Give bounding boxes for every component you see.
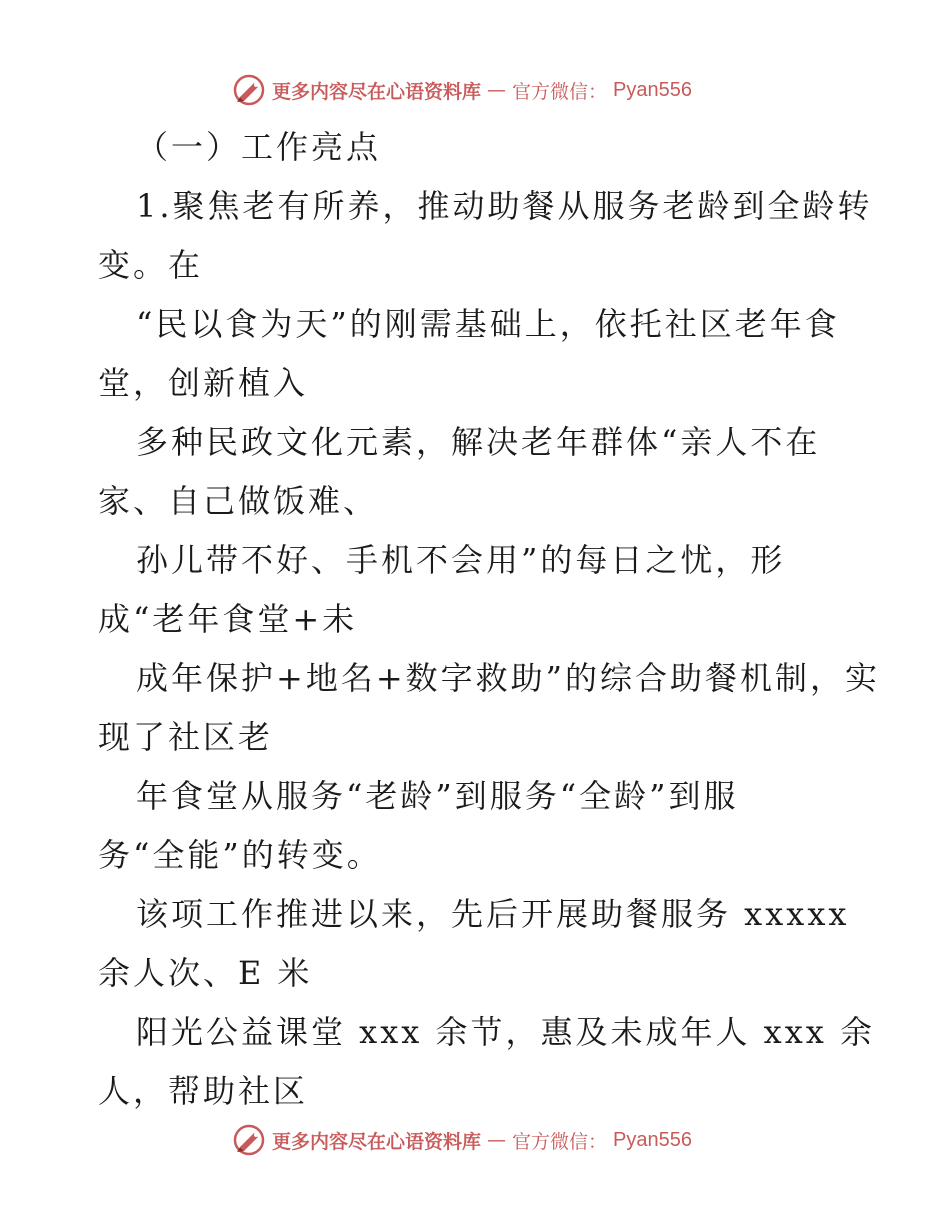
watermark-dash: — — [487, 79, 507, 101]
watermark-wechat-label: 官方微信： — [512, 1130, 608, 1153]
paragraph-line: 该项工作推进以来，先后开展助餐服务 xxxxx — [136, 895, 850, 933]
paragraph-line: 年食堂从服务“老龄”到服务“全龄”到服 — [136, 777, 739, 815]
watermark-text: 更多内容尽在心语资料库 — [272, 80, 482, 103]
paragraph-line: 成“老年食堂+未 — [98, 600, 358, 638]
watermark-text: 更多内容尽在心语资料库 — [272, 1130, 482, 1153]
paragraph-line: 阳光公益课堂 xxx 余节，惠及未成年人 xxx 余 — [136, 1013, 875, 1051]
watermark-wechat-id: Pyan556 — [613, 1128, 692, 1151]
pen-logo-icon — [232, 1123, 266, 1157]
paragraph-line: 人，帮助社区 — [98, 1072, 309, 1110]
header-watermark — [232, 70, 692, 110]
watermark-wechat-id: Pyan556 — [613, 78, 692, 101]
section-heading: （一）工作亮点 — [136, 128, 382, 166]
watermark-wechat-label: 官方微信： — [512, 80, 608, 103]
paragraph-line: 孙儿带不好、手机不会用”的每日之忧，形 — [136, 541, 786, 579]
paragraph-line: 余人次、E 米 — [98, 954, 313, 992]
paragraph-line: 多种民政文化元素，解决老年群体“亲人不在 — [136, 423, 821, 461]
watermark-dash: — — [487, 1129, 507, 1151]
pen-logo-icon — [232, 73, 266, 107]
paragraph-line: 现了社区老 — [98, 718, 274, 756]
paragraph-line: 务“全能”的转变。 — [98, 836, 382, 874]
paragraph-line: 变。在 — [98, 246, 204, 284]
paragraph-line: “民以食为天”的刚需基础上，依托社区老年食 — [136, 305, 840, 343]
paragraph-line: 堂，创新植入 — [98, 364, 309, 402]
document-body — [98, 118, 880, 1121]
footer-watermark — [232, 1120, 692, 1160]
paragraph-line: 成年保护+地名+数字救助”的综合助餐机制，实 — [136, 659, 880, 697]
paragraph-line: 家、自己做饭难、 — [98, 482, 379, 520]
paragraph-line: 1.聚焦老有所养，推动助餐从服务老龄到全龄转 — [136, 187, 873, 225]
